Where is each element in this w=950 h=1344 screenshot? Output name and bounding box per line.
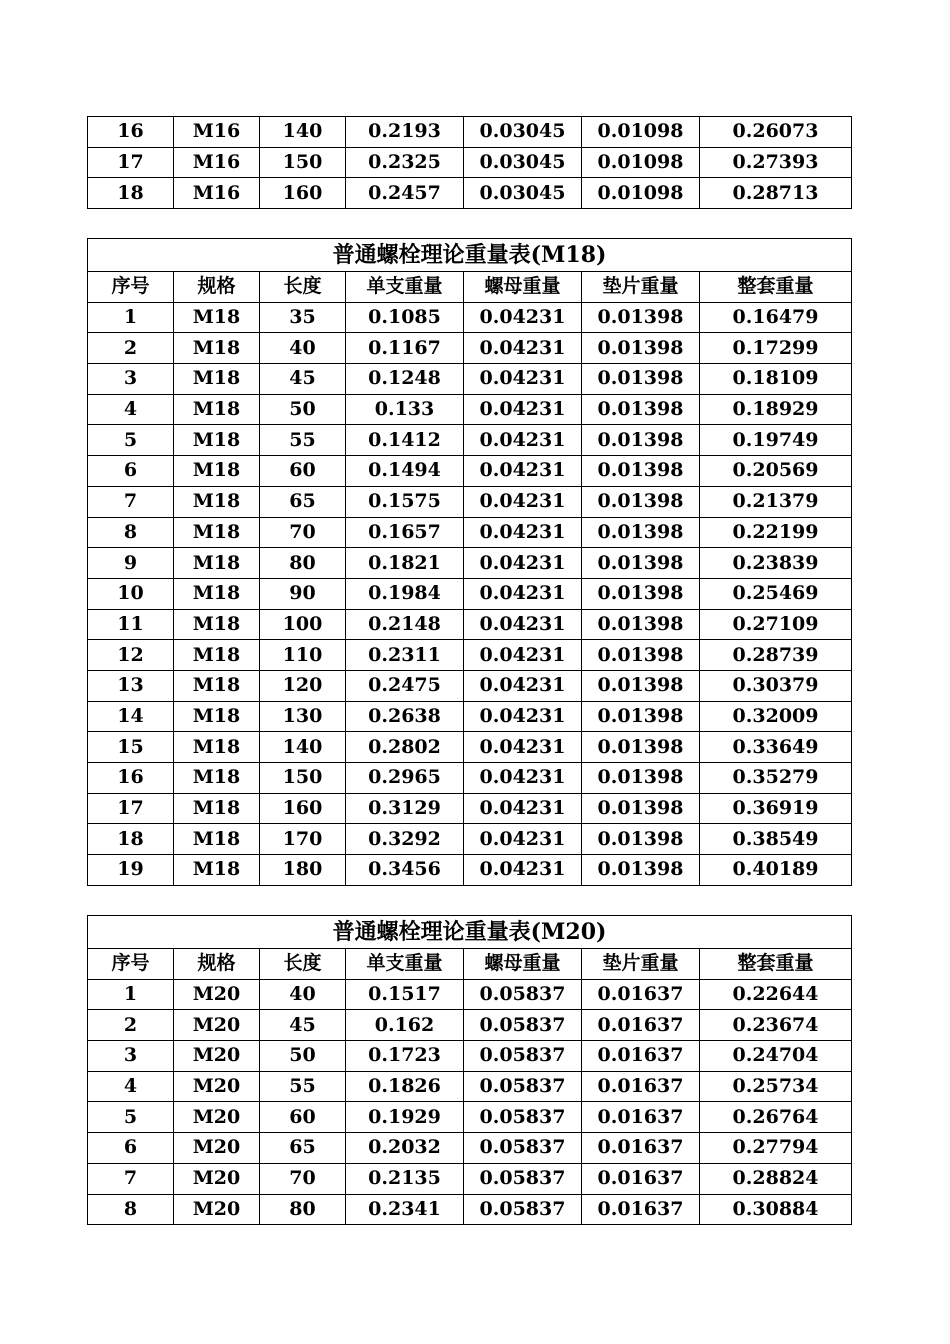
table-cell: 16 <box>88 117 174 148</box>
table-cell: M18 <box>174 793 260 824</box>
table-cell: 0.25469 <box>700 578 852 609</box>
table-cell: M18 <box>174 394 260 425</box>
table-cell: 0.162 <box>346 1010 464 1041</box>
table-cell: 100 <box>260 609 346 640</box>
table-cell: 0.03045 <box>464 178 582 209</box>
table-cell: 0.01398 <box>582 640 700 671</box>
table-cell: 17 <box>88 793 174 824</box>
table-cell: M18 <box>174 486 260 517</box>
header-cell: 螺母重量 <box>464 949 582 980</box>
table-cell: 0.17299 <box>700 333 852 364</box>
table-cell: 170 <box>260 824 346 855</box>
table-cell: 5 <box>88 1102 174 1133</box>
weight-table-m18 <box>87 238 852 886</box>
table-cell: 140 <box>260 732 346 763</box>
table-cell: 7 <box>88 1163 174 1194</box>
table-cell: M20 <box>174 1041 260 1072</box>
table-cell: 0.01398 <box>582 486 700 517</box>
table-row <box>88 178 852 209</box>
table-cell: 0.05837 <box>464 1071 582 1102</box>
table-cell: 50 <box>260 394 346 425</box>
table-cell: 0.38549 <box>700 824 852 855</box>
header-cell: 整套重量 <box>700 272 852 303</box>
table-cell: 0.16479 <box>700 302 852 333</box>
table-cell: 0.2638 <box>346 701 464 732</box>
table-cell: M18 <box>174 517 260 548</box>
table-row <box>88 578 852 609</box>
table-cell: 0.2802 <box>346 732 464 763</box>
table-cell: 0.04231 <box>464 824 582 855</box>
header-cell: 整套重量 <box>700 949 852 980</box>
table-cell: 0.04231 <box>464 640 582 671</box>
table-cell: 0.1248 <box>346 364 464 395</box>
table-cell: M18 <box>174 732 260 763</box>
table-cell: 0.33649 <box>700 732 852 763</box>
table-cell: 160 <box>260 793 346 824</box>
table-cell: 0.03045 <box>464 147 582 178</box>
table-cell: 110 <box>260 640 346 671</box>
table-cell: 0.05837 <box>464 1194 582 1225</box>
table-cell: 0.04231 <box>464 425 582 456</box>
table-cell: 0.26764 <box>700 1102 852 1133</box>
table-row <box>88 979 852 1010</box>
table-cell: 0.23839 <box>700 548 852 579</box>
table-cell: M20 <box>174 1194 260 1225</box>
header-cell: 长度 <box>260 949 346 980</box>
table-cell: 0.01398 <box>582 456 700 487</box>
table-cell: 0.21379 <box>700 486 852 517</box>
table-cell: 70 <box>260 517 346 548</box>
table-cell: 0.2475 <box>346 670 464 701</box>
table-cell: 45 <box>260 364 346 395</box>
table-cell: 0.1517 <box>346 979 464 1010</box>
table-cell: 0.2193 <box>346 117 464 148</box>
table-cell: 60 <box>260 1102 346 1133</box>
table-cell: M16 <box>174 147 260 178</box>
table-cell: 18 <box>88 824 174 855</box>
header-cell: 垫片重量 <box>582 949 700 980</box>
table-row <box>88 486 852 517</box>
table-cell: 0.01398 <box>582 855 700 886</box>
table-cell: 0.18929 <box>700 394 852 425</box>
table-cell: M18 <box>174 548 260 579</box>
table-cell: 80 <box>260 1194 346 1225</box>
table-cell: 12 <box>88 640 174 671</box>
table-cell: 0.04231 <box>464 486 582 517</box>
table-cell: 0.19749 <box>700 425 852 456</box>
weight-table-m20 <box>87 915 852 1225</box>
table-cell: 0.01398 <box>582 578 700 609</box>
table-cell: 65 <box>260 1133 346 1164</box>
table-cell: M16 <box>174 178 260 209</box>
table-cell: 0.22199 <box>700 517 852 548</box>
table-cell: 0.01398 <box>582 670 700 701</box>
table-cell: 0.04231 <box>464 548 582 579</box>
table-cell: 0.1575 <box>346 486 464 517</box>
header-cell: 垫片重量 <box>582 272 700 303</box>
table-cell: 15 <box>88 732 174 763</box>
table-cell: 0.01637 <box>582 1163 700 1194</box>
table-cell: 0.04231 <box>464 701 582 732</box>
table-cell: 10 <box>88 578 174 609</box>
table-cell: 1 <box>88 979 174 1010</box>
table-cell: 0.05837 <box>464 1041 582 1072</box>
table-row <box>88 1010 852 1041</box>
table-cell: 0.01637 <box>582 1071 700 1102</box>
table-cell: 0.01398 <box>582 333 700 364</box>
table-row <box>88 824 852 855</box>
table-cell: 0.04231 <box>464 302 582 333</box>
table-cell: 2 <box>88 1010 174 1041</box>
table-cell: 0.01098 <box>582 117 700 148</box>
table-cell: 35 <box>260 302 346 333</box>
table-cell: 0.1085 <box>346 302 464 333</box>
table-cell: 0.05837 <box>464 1102 582 1133</box>
table-body <box>88 302 852 885</box>
table-cell: 60 <box>260 456 346 487</box>
table-cell: 0.1984 <box>346 578 464 609</box>
table-cell: 0.2311 <box>346 640 464 671</box>
table-cell: 0.2965 <box>346 763 464 794</box>
table-row <box>88 394 852 425</box>
table-cell: 0.3456 <box>346 855 464 886</box>
table-cell: 0.01637 <box>582 979 700 1010</box>
table-cell: 0.28824 <box>700 1163 852 1194</box>
table-title: 普通螺栓理论重量表(M20) <box>88 916 852 949</box>
table-cell: 3 <box>88 1041 174 1072</box>
table-cell: M20 <box>174 1071 260 1102</box>
table-row <box>88 147 852 178</box>
table-cell: 0.01398 <box>582 701 700 732</box>
table-cell: 17 <box>88 147 174 178</box>
table-cell: 0.01637 <box>582 1010 700 1041</box>
table-cell: 0.22644 <box>700 979 852 1010</box>
table-cell: 130 <box>260 701 346 732</box>
table-cell: 0.05837 <box>464 1163 582 1194</box>
table-cell: M18 <box>174 333 260 364</box>
table-cell: 0.20569 <box>700 456 852 487</box>
table-cell: 150 <box>260 763 346 794</box>
table-row <box>88 1163 852 1194</box>
table-cell: 14 <box>88 701 174 732</box>
table-cell: 0.2148 <box>346 609 464 640</box>
table-cell: 55 <box>260 425 346 456</box>
table-cell: 3 <box>88 364 174 395</box>
table-cell: 180 <box>260 855 346 886</box>
table-cell: 0.24704 <box>700 1041 852 1072</box>
table-cell: M18 <box>174 763 260 794</box>
table-cell: 0.30884 <box>700 1194 852 1225</box>
table-cell: 0.25734 <box>700 1071 852 1102</box>
table-cell: M18 <box>174 855 260 886</box>
table-cell: 0.1826 <box>346 1071 464 1102</box>
table-cell: 16 <box>88 763 174 794</box>
table-cell: M18 <box>174 456 260 487</box>
table-cell: 18 <box>88 178 174 209</box>
table-cell: 50 <box>260 1041 346 1072</box>
table-row <box>88 1133 852 1164</box>
table-row <box>88 333 852 364</box>
table-cell: 0.27794 <box>700 1133 852 1164</box>
table-cell: 0.01398 <box>582 425 700 456</box>
table-cell: 0.1723 <box>346 1041 464 1072</box>
header-cell: 序号 <box>88 272 174 303</box>
table-cell: 0.35279 <box>700 763 852 794</box>
table-cell: 0.01398 <box>582 364 700 395</box>
table-cell: 0.18109 <box>700 364 852 395</box>
table-cell: 0.1167 <box>346 333 464 364</box>
table-cell: 0.01398 <box>582 548 700 579</box>
table-cell: M20 <box>174 1163 260 1194</box>
table-cell: 0.27393 <box>700 147 852 178</box>
table-cell: 0.01637 <box>582 1133 700 1164</box>
table-cell: 0.1657 <box>346 517 464 548</box>
table-cell: M18 <box>174 640 260 671</box>
table-cell: 0.32009 <box>700 701 852 732</box>
header-cell: 长度 <box>260 272 346 303</box>
table-cell: M18 <box>174 609 260 640</box>
table-cell: 0.01637 <box>582 1102 700 1133</box>
table-cell: 1 <box>88 302 174 333</box>
table-cell: 0.36919 <box>700 793 852 824</box>
header-cell: 规格 <box>174 272 260 303</box>
table-cell: 0.01398 <box>582 517 700 548</box>
table-cell: 0.04231 <box>464 609 582 640</box>
table-cell: 6 <box>88 456 174 487</box>
table-cell: 0.28739 <box>700 640 852 671</box>
table-cell: 5 <box>88 425 174 456</box>
table-row <box>88 517 852 548</box>
table-cell: 0.1412 <box>346 425 464 456</box>
table-cell: 0.01398 <box>582 732 700 763</box>
table-cell: 0.04231 <box>464 732 582 763</box>
table-row <box>88 1194 852 1225</box>
table-cell: 0.04231 <box>464 670 582 701</box>
header-cell: 螺母重量 <box>464 272 582 303</box>
table-cell: 0.04231 <box>464 456 582 487</box>
table-cell: 7 <box>88 486 174 517</box>
table-cell: 0.04231 <box>464 333 582 364</box>
table-cell: M20 <box>174 1102 260 1133</box>
table-cell: 0.27109 <box>700 609 852 640</box>
table-row <box>88 793 852 824</box>
table-cell: 0.01098 <box>582 147 700 178</box>
table-header-row <box>88 949 852 980</box>
table-cell: 0.26073 <box>700 117 852 148</box>
table-cell: 0.2135 <box>346 1163 464 1194</box>
table-cell: 0.04231 <box>464 517 582 548</box>
table-cell: 0.04231 <box>464 394 582 425</box>
table-cell: 0.01398 <box>582 302 700 333</box>
table-cell: M18 <box>174 578 260 609</box>
table-cell: 40 <box>260 979 346 1010</box>
table-row <box>88 425 852 456</box>
table-cell: 65 <box>260 486 346 517</box>
table-cell: 0.3129 <box>346 793 464 824</box>
table-cell: 0.01637 <box>582 1194 700 1225</box>
weight-table-m16-continued <box>87 116 852 209</box>
table-cell: 0.05837 <box>464 979 582 1010</box>
table-header-row <box>88 272 852 303</box>
table-row <box>88 763 852 794</box>
table-cell: 0.01398 <box>582 394 700 425</box>
table-cell: 0.01398 <box>582 763 700 794</box>
table-cell: 13 <box>88 670 174 701</box>
table-row <box>88 548 852 579</box>
table-row <box>88 609 852 640</box>
table-cell: 8 <box>88 517 174 548</box>
table-cell: 0.04231 <box>464 793 582 824</box>
table-cell: 0.28713 <box>700 178 852 209</box>
header-cell: 序号 <box>88 949 174 980</box>
table-row <box>88 670 852 701</box>
table-cell: 150 <box>260 147 346 178</box>
table-cell: M18 <box>174 701 260 732</box>
table-cell: 0.2457 <box>346 178 464 209</box>
table-row <box>88 732 852 763</box>
table-cell: M18 <box>174 670 260 701</box>
table-cell: 55 <box>260 1071 346 1102</box>
table-cell: 4 <box>88 394 174 425</box>
table-row <box>88 302 852 333</box>
table-cell: 0.01398 <box>582 824 700 855</box>
table-cell: 0.03045 <box>464 117 582 148</box>
table-cell: M16 <box>174 117 260 148</box>
table-row <box>88 701 852 732</box>
table-cell: 9 <box>88 548 174 579</box>
table-cell: 0.04231 <box>464 855 582 886</box>
table-cell: 0.01398 <box>582 793 700 824</box>
table-cell: 80 <box>260 548 346 579</box>
table-cell: 0.1494 <box>346 456 464 487</box>
table-cell: 0.133 <box>346 394 464 425</box>
table-cell: M18 <box>174 425 260 456</box>
table-row <box>88 1102 852 1133</box>
table-cell: 0.2325 <box>346 147 464 178</box>
table-cell: 0.01637 <box>582 1041 700 1072</box>
table-row <box>88 1071 852 1102</box>
header-cell: 规格 <box>174 949 260 980</box>
table-cell: 19 <box>88 855 174 886</box>
table-cell: 90 <box>260 578 346 609</box>
table-cell: 0.2341 <box>346 1194 464 1225</box>
table-cell: 0.05837 <box>464 1133 582 1164</box>
table-cell: 0.04231 <box>464 763 582 794</box>
table-cell: 0.04231 <box>464 578 582 609</box>
table-cell: M20 <box>174 1133 260 1164</box>
table-row <box>88 117 852 148</box>
table-cell: 8 <box>88 1194 174 1225</box>
table-body <box>88 979 852 1225</box>
table-cell: 11 <box>88 609 174 640</box>
table-cell: 0.40189 <box>700 855 852 886</box>
table-cell: 0.05837 <box>464 1010 582 1041</box>
table-cell: 0.01398 <box>582 609 700 640</box>
table-title: 普通螺栓理论重量表(M18) <box>88 239 852 272</box>
table-cell: M18 <box>174 364 260 395</box>
table-cell: M20 <box>174 1010 260 1041</box>
table-body <box>88 117 852 209</box>
table-cell: 0.01098 <box>582 178 700 209</box>
table-cell: 120 <box>260 670 346 701</box>
table-cell: 0.2032 <box>346 1133 464 1164</box>
table-cell: M18 <box>174 824 260 855</box>
table-cell: 45 <box>260 1010 346 1041</box>
table-cell: 70 <box>260 1163 346 1194</box>
header-cell: 单支重量 <box>346 272 464 303</box>
table-row <box>88 456 852 487</box>
table-cell: 0.23674 <box>700 1010 852 1041</box>
table-row <box>88 364 852 395</box>
table-cell: 160 <box>260 178 346 209</box>
table-cell: 0.30379 <box>700 670 852 701</box>
table-cell: 4 <box>88 1071 174 1102</box>
table-cell: M20 <box>174 979 260 1010</box>
table-cell: 6 <box>88 1133 174 1164</box>
table-cell: 40 <box>260 333 346 364</box>
table-cell: 140 <box>260 117 346 148</box>
table-cell: 0.3292 <box>346 824 464 855</box>
table-cell: 0.04231 <box>464 364 582 395</box>
table-cell: 0.1821 <box>346 548 464 579</box>
table-row <box>88 640 852 671</box>
table-row <box>88 1041 852 1072</box>
table-cell: 2 <box>88 333 174 364</box>
table-cell: 0.1929 <box>346 1102 464 1133</box>
table-cell: M18 <box>174 302 260 333</box>
header-cell: 单支重量 <box>346 949 464 980</box>
table-row <box>88 855 852 886</box>
